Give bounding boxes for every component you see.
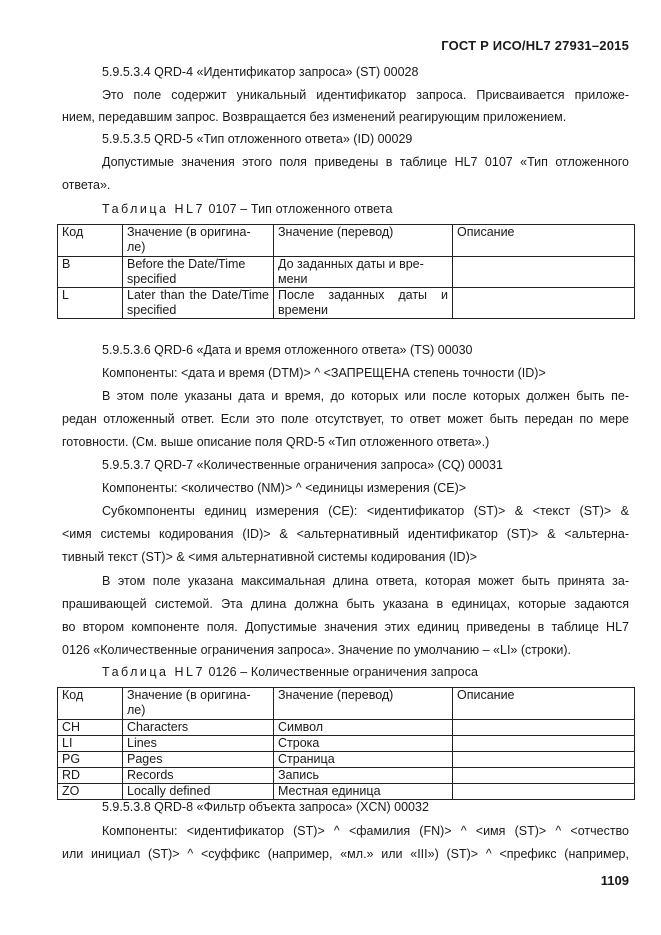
paragraph-line: готовности. (См. выше описание поля QRD-5 «Тип отложенного ответа».) bbox=[62, 435, 490, 449]
cell-code: L bbox=[58, 288, 123, 319]
header-cell-code: Код bbox=[58, 688, 123, 720]
table-row bbox=[58, 752, 635, 768]
header-cell-original: Значение (в оригина-ле) bbox=[123, 225, 274, 257]
table-hl7-0126 bbox=[57, 687, 635, 800]
cell-description bbox=[453, 720, 635, 736]
cell-original: Lines bbox=[123, 736, 274, 752]
paragraph-line: нием, передавшим запрос. Возвращается без изменений реагирующим приложением. bbox=[62, 110, 567, 124]
paragraph-line: <имя системы кодирования (ID)> & <альтернативный идентификатор (ST)> & <альтерна- bbox=[62, 527, 629, 541]
table-caption-0107 bbox=[102, 201, 629, 217]
table-row bbox=[58, 768, 635, 784]
paragraph-line: Допустимые значения этого поля приведены в таблице HL7 0107 «Тип отложенного bbox=[102, 155, 629, 169]
table-caption-title: 0126 – Количественные ограничения запроса bbox=[204, 665, 479, 679]
table-caption-title: 0107 – Тип отложенного ответа bbox=[204, 202, 393, 216]
cell-translation: До заданных даты и вре-мени bbox=[274, 257, 453, 288]
cell-description bbox=[453, 288, 635, 319]
paragraph-line: ответа». bbox=[62, 178, 111, 192]
cell-code: ZO bbox=[58, 784, 123, 800]
cell-translation: Местная единица bbox=[274, 784, 453, 800]
cell-code: PG bbox=[58, 752, 123, 768]
standard-header: ГОСТ Р ИСО/HL7 27931–2015 bbox=[441, 38, 629, 53]
cell-description bbox=[453, 752, 635, 768]
section-heading-qrd4: 5.9.5.3.4 QRD-4 «Идентификатор запроса» (ST) 00028 bbox=[102, 65, 419, 79]
cell-code: RD bbox=[58, 768, 123, 784]
paragraph-line: Компоненты: <идентификатор (ST)> ^ <фамилия (FN)> ^ <имя (ST)> ^ <отчество bbox=[102, 824, 629, 838]
section-heading-qrd5: 5.9.5.3.5 QRD-5 «Тип отложенного ответа» (ID) 00029 bbox=[102, 132, 413, 146]
header-cell-description: Описание bbox=[453, 225, 635, 257]
cell-description bbox=[453, 784, 635, 800]
cell-original: Locally defined bbox=[123, 784, 274, 800]
table-caption-label: Таблица HL7 bbox=[102, 202, 205, 216]
paragraph-line: 0126 «Количественные ограничения запроса». Значение по умолчанию – «LI» (строки). bbox=[62, 643, 571, 657]
cell-translation: Строка bbox=[274, 736, 453, 752]
paragraph-line: редан отложенный ответ. Если это поле отсутствует, то ответ может быть передан по мере bbox=[62, 412, 629, 426]
paragraph-line: тивный текст (ST)> & <имя альтернативной системы кодирования (ID)> bbox=[62, 550, 478, 564]
paragraph-line: или инициал (ST)> ^ <суффикс (например, «мл.» или «III») (ST)> ^ <префикс (например, bbox=[62, 847, 629, 861]
cell-translation: После заданных даты и времени bbox=[274, 288, 453, 319]
cell-original: Before the Date/Time specified bbox=[123, 257, 274, 288]
header-cell-original: Значение (в оригина-ле) bbox=[123, 688, 274, 720]
section-heading-qrd6: 5.9.5.3.6 QRD-6 «Дата и время отложенного ответа» (TS) 00030 bbox=[102, 343, 473, 357]
paragraph-line: прашивающей системой. Эта длина должна быть указана в единицах, которые задаются bbox=[62, 597, 629, 611]
cell-description bbox=[453, 736, 635, 752]
table-row bbox=[58, 720, 635, 736]
paragraph-line: В этом поле указаны дата и время, до которых или после которых должен быть пе- bbox=[102, 389, 629, 403]
cell-original: Pages bbox=[123, 752, 274, 768]
paragraph-line: В этом поле указана максимальная длина ответа, которая может быть принята за- bbox=[102, 574, 629, 588]
header-cell-translation: Значение (перевод) bbox=[274, 688, 453, 720]
cell-translation: Запись bbox=[274, 768, 453, 784]
cell-original: Characters bbox=[123, 720, 274, 736]
cell-description bbox=[453, 257, 635, 288]
cell-code: CH bbox=[58, 720, 123, 736]
cell-code: LI bbox=[58, 736, 123, 752]
cell-description bbox=[453, 768, 635, 784]
table-header-row bbox=[58, 688, 635, 720]
header-cell-translation: Значение (перевод) bbox=[274, 225, 453, 257]
section-heading-qrd8: 5.9.5.3.8 QRD-8 «Фильтр объекта запроса» (XCN) 00032 bbox=[102, 800, 429, 814]
page-number: 1109 bbox=[600, 873, 629, 888]
paragraph-line: Субкомпоненты единиц измерения (CE): <идентификатор (ST)> & <текст (ST)> & bbox=[102, 504, 629, 518]
table-row bbox=[58, 736, 635, 752]
paragraph-line: во втором компоненте поля. Допустимые значения этих единиц приведены в таблице HL7 bbox=[62, 620, 629, 634]
paragraph-line: Это поле содержит уникальный идентификатор запроса. Присваивается приложе- bbox=[102, 88, 629, 102]
table-header-row bbox=[58, 225, 635, 257]
cell-original: Later than the Date/Time specified bbox=[123, 288, 274, 319]
cell-original: Records bbox=[123, 768, 274, 784]
table-row bbox=[58, 257, 635, 288]
cell-translation: Страница bbox=[274, 752, 453, 768]
table-caption-0126 bbox=[102, 664, 629, 680]
table-hl7-0107 bbox=[57, 224, 635, 319]
cell-code: B bbox=[58, 257, 123, 288]
section-heading-qrd7: 5.9.5.3.7 QRD-7 «Количественные ограничения запроса» (CQ) 00031 bbox=[102, 458, 503, 472]
cell-translation: Символ bbox=[274, 720, 453, 736]
paragraph-line: Компоненты: <количество (NM)> ^ <единицы измерения (CE)> bbox=[102, 481, 467, 495]
table-row bbox=[58, 288, 635, 319]
paragraph-line: Компоненты: <дата и время (DTM)> ^ <ЗАПРЕЩЕНА степень точности (ID)> bbox=[102, 366, 546, 380]
table-caption-label: Таблица HL7 bbox=[102, 665, 205, 679]
header-cell-description: Описание bbox=[453, 688, 635, 720]
header-cell-code: Код bbox=[58, 225, 123, 257]
table-row bbox=[58, 784, 635, 800]
